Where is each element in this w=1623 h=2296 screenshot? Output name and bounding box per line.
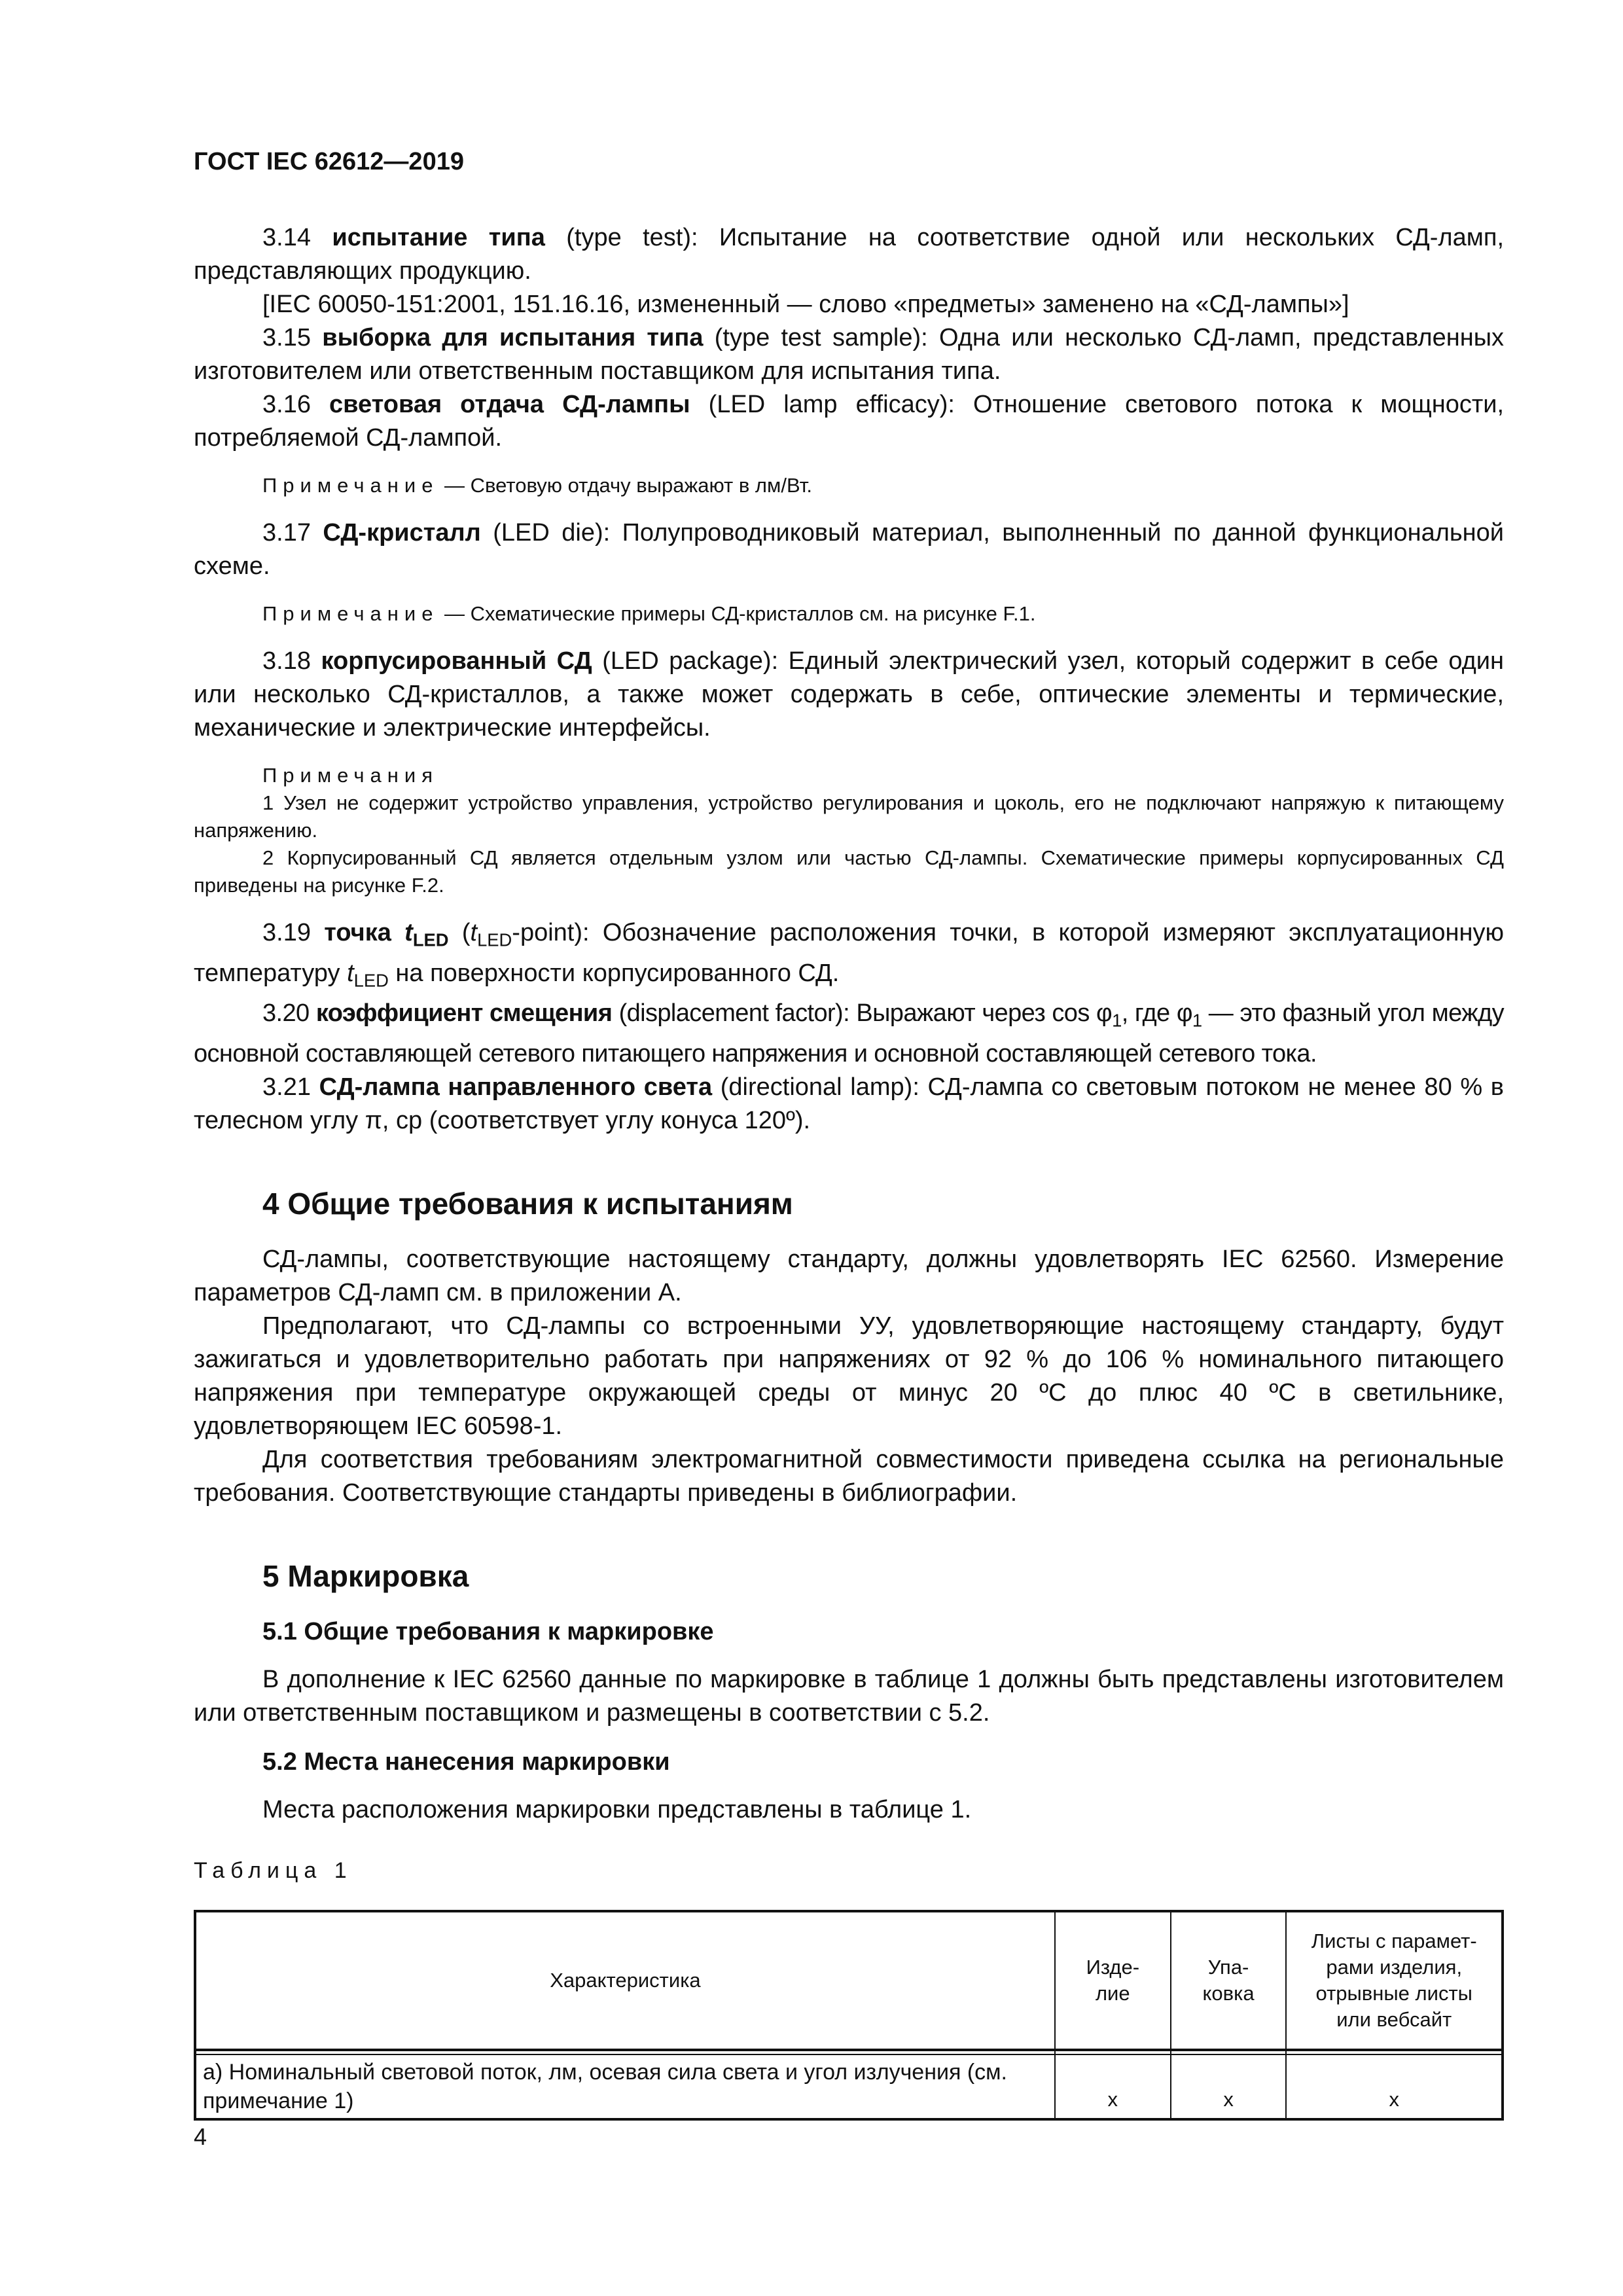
table-separator <box>195 2050 1503 2054</box>
header-package: Упа- ковка <box>1171 1911 1287 2050</box>
table-row <box>195 2054 1503 2119</box>
table-1 <box>194 1910 1504 2121</box>
section-5-2-title: 5.2 Места нанесения маркировки <box>262 1748 670 1776</box>
term-3-21: 3.21 СД-лампа направленного света (directional lamp): СД-лампа со световым потоком не менее 80 % в телесном углу π, ср (соответствует углу конуса 120º). <box>194 1073 1504 1134</box>
section-4-title: 4 Общие требования к испытаниям <box>262 1186 793 1221</box>
section-4-paragraph-3: Для соответствия требованиям электромагнитной совместимости приведена ссылка на региональные требования. Соответствующие стандарты приведены в библиографии. <box>194 1445 1504 1507</box>
note-1: 1 Узел не содержит устройство управления, устройство регулирования и цоколь, его не подключают напряжую к питающему напряжению. <box>194 791 1504 842</box>
note-2: 2 Корпусированный СД является отдельным узлом или частью СД-лампы. Схематические примеры корпусированных СД приведены на рисунке F.2. <box>194 846 1504 897</box>
table-caption: Таблица 1 <box>194 1857 353 1883</box>
page-number: 4 <box>194 2123 207 2150</box>
term-3-17-note: Примечание — Схематические примеры СД-кристаллов см. на рисунке F.1. <box>262 602 1036 625</box>
header-product: Изде- лие <box>1055 1911 1171 2050</box>
notes-label: Примечания <box>262 764 438 787</box>
term-3-17: 3.17 СД-кристалл (LED die): Полупроводниковый материал, выполненный по данной функциональной схеме. <box>194 519 1505 580</box>
cell-sheets: x <box>1286 2054 1503 2119</box>
header-characteristic: Характеристика <box>195 1911 1055 2050</box>
table-header-row <box>195 1911 1503 2050</box>
section-5-2-text: Места расположения маркировки представлены в таблице 1. <box>262 1795 972 1823</box>
term-3-19: 3.19 точка $t_{LED}$ $(t_{LED}-point)$: Обозначение расположения точки, в которой измеряют эксплуатационную температуру $t_{LED}$ на поверхности корпусированного СД. <box>194 919 1505 991</box>
standard-header: ГОСТ IEC 62612—2019 <box>194 148 464 175</box>
term-3-18-notes <box>194 762 1504 899</box>
term-3-16-note: Примечание — Световую отдачу выражают в лм/Вт. <box>262 474 812 497</box>
cell-characteristic: а) Номинальный световой поток, лм, осевая сила света и угол излучения (см. примечание 1) <box>195 2054 1055 2119</box>
section-5-1-title: 5.1 Общие требования к маркировке <box>262 1617 714 1645</box>
cell-package: x <box>1171 2054 1287 2119</box>
header-sheets: Листы с парамет- рами изделия, отрывные листы или вебсайт <box>1286 1911 1503 2050</box>
section-4-paragraph-2: Предполагают, что СД-лампы со встроенными УУ, удовлетворяющие настоящему стандарту, будут зажигаться и удовлетворительно работать при напряжениях от 92 % до 106 % номинального питающего напряжения при температуре окружающей среды от минус 20 ºС до плюс 40 ºС в светильнике, удовлетворяющем IEC 60598-1. <box>194 1312 1504 1440</box>
section-5-title: 5 Маркировка <box>262 1558 469 1593</box>
cell-product: x <box>1055 2054 1171 2119</box>
section-5-1-text: В дополнение к IEC 62560 данные по маркировке в таблице 1 должны быть представлены изготовителем или ответственным поставщиком и размещены в соответствии с 5.2. <box>194 1665 1504 1727</box>
term-3-15: 3.15 выборка для испытания типа (type test sample): Одна или несколько СД-ламп, представленных изготовителем или ответственным поставщиком для испытания типа. <box>194 324 1505 385</box>
page-content <box>194 221 1504 2121</box>
term-3-14: 3.14 испытание типа (type test): Испытание на соответствие одной или нескольких СД-ламп, представляющих продукцию. <box>194 224 1504 285</box>
term-3-16: 3.16 световая отдача СД-лампы (LED lamp efficacy): Отношение светового потока к мощности, потребляемой СД-лампой. <box>194 391 1505 452</box>
term-3-18: 3.18 корпусированный СД (LED package): Единый электрический узел, который содержит в себе один или несколько СД-кристаллов, а также может содержать в себе, оптические элементы и термические, механические и электрические интерфейсы. <box>194 647 1505 742</box>
term-3-20: 3.20 коэффициент смещения (displacement factor): Выражают через $\cos \varphi_1$, где $\varphi_1$ — это фазный угол между основной составляющей сетевого питающего напряжения и основной составляющей сетевого тока. <box>194 999 1505 1067</box>
section-4-paragraph-1: СД-лампы, соответствующие настоящему стандарту, должны удовлетворять IEC 62560. Измерение параметров СД-ламп см. в приложении А. <box>194 1245 1504 1306</box>
term-3-14-reference: [IEC 60050-151:2001, 151.16.16, измененный — слово «предметы» заменено на «СД-лампы»] <box>262 291 1349 318</box>
